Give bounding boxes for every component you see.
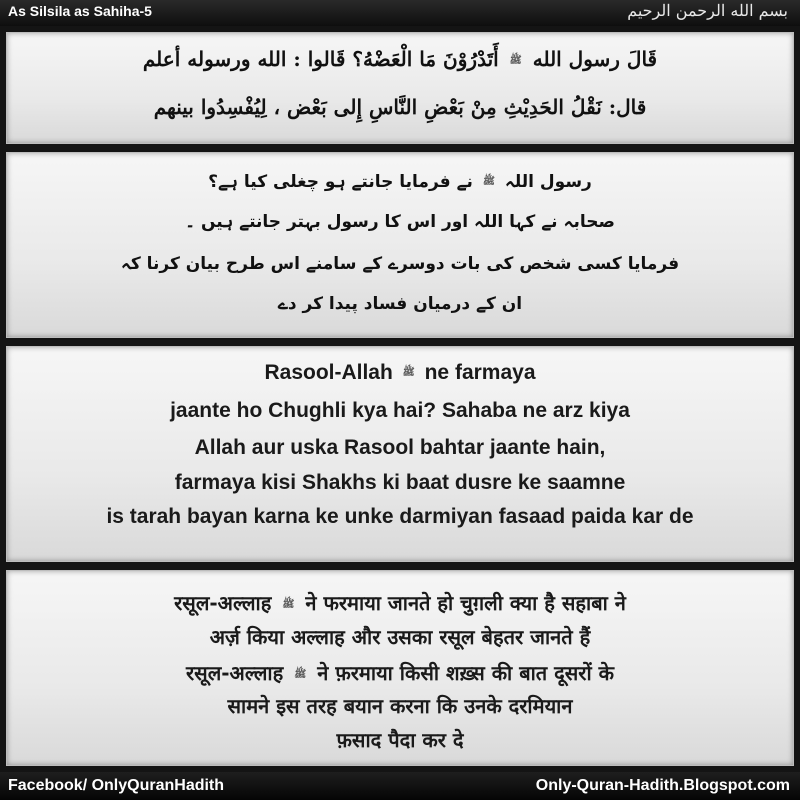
arabic-line-1-end: أَتَدْرُوْنَ مَا الْعَضْهُ؟ قَالوا : الله ورسوله أعلم	[142, 47, 499, 71]
roman-line-1-end: ne farmaya	[424, 361, 536, 384]
facebook-page-link[interactable]: Facebook/ OnlyQuranHadith	[8, 777, 225, 794]
roman-line-4: farmaya kisi Shakhs ki baat dusre ke saamne	[174, 471, 626, 494]
salutation-icon: ﷺ	[402, 367, 415, 379]
hindi-line-2: अर्ज़ किया अल्लाह और उसका रसूल बेहतर जानते हैं	[209, 625, 591, 649]
salutation-icon: ﷺ	[482, 176, 495, 187]
hindi-line-5: फ़साद पैदा कर दे	[336, 728, 464, 752]
urdu-line-1-start: رسول اللہ	[504, 172, 592, 192]
hindi-line-1	[7, 589, 793, 616]
urdu-line-2: صحابہ نے کہا اللہ اور اس کا رسول بہتر جانتے ہیں ۔	[185, 212, 615, 232]
footer-bar	[0, 772, 800, 800]
hindi-line-1-start: रसूल-अल्लाह	[174, 591, 272, 615]
urdu-text-panel	[6, 152, 794, 338]
salutation-icon: ﷺ	[294, 668, 307, 680]
header-bar	[0, 0, 800, 26]
bismillah-calligraphy: بسم الله الرحمن الرحيم	[627, 1, 788, 20]
roman-line-3: Allah aur uska Rasool bahtar jaante hain,	[194, 436, 606, 459]
roman-line-1-start: Rasool-Allah	[264, 361, 393, 384]
urdu-line-1-end: نے فرمایا جانتے ہو چغلی کیا ہے؟	[208, 172, 473, 192]
hindi-line-3-end: ने फ़रमाया किसी शख़्स की बात दूसरों के	[317, 661, 614, 685]
arabic-line-1	[7, 47, 793, 71]
hindi-line-4: सामने इस तरह बयान करना कि उनके दरमियान	[227, 694, 573, 718]
roman-text-panel	[6, 346, 794, 562]
blog-url-link[interactable]: Only-Quran-Hadith.Blogspot.com	[535, 777, 790, 794]
urdu-line-1	[7, 171, 793, 192]
urdu-line-4: ان کے درمیان فساد پیدا کر دے	[277, 294, 523, 314]
roman-line-5: is tarah bayan karna ke unke darmiyan fasaad paida kar de	[106, 505, 694, 528]
salutation-icon: ﷺ	[282, 598, 295, 610]
arabic-line-1-start: قَالَ رسول الله	[532, 47, 658, 71]
series-title: As Silsila as Sahiha-5	[8, 3, 152, 19]
hindi-line-3-start: रसूल-अल्लाह	[186, 661, 284, 685]
urdu-line-3: فرمایا کسی شخص کی بات دوسرے کے سامنے اس طرح بیان کرنا کہ	[120, 254, 680, 274]
hindi-line-1-end: ने फरमाया जानते हो चुग़ली क्या है सहाबा ने	[305, 591, 626, 615]
roman-line-1	[7, 361, 793, 385]
roman-line-2: jaante ho Chughli kya hai? Sahaba ne arz kiya	[170, 399, 630, 422]
arabic-line-2: قال: نَقْلُ الحَدِيْثِ مِنْ بَعْضِ النَّاسِ إِلى بَعْض ، لِيُفْسِدُوا بينهم	[153, 95, 647, 119]
hindi-text-panel	[6, 570, 794, 766]
salutation-icon: ﷺ	[509, 54, 522, 66]
hindi-line-3	[7, 659, 793, 686]
arabic-text-panel	[6, 32, 794, 144]
